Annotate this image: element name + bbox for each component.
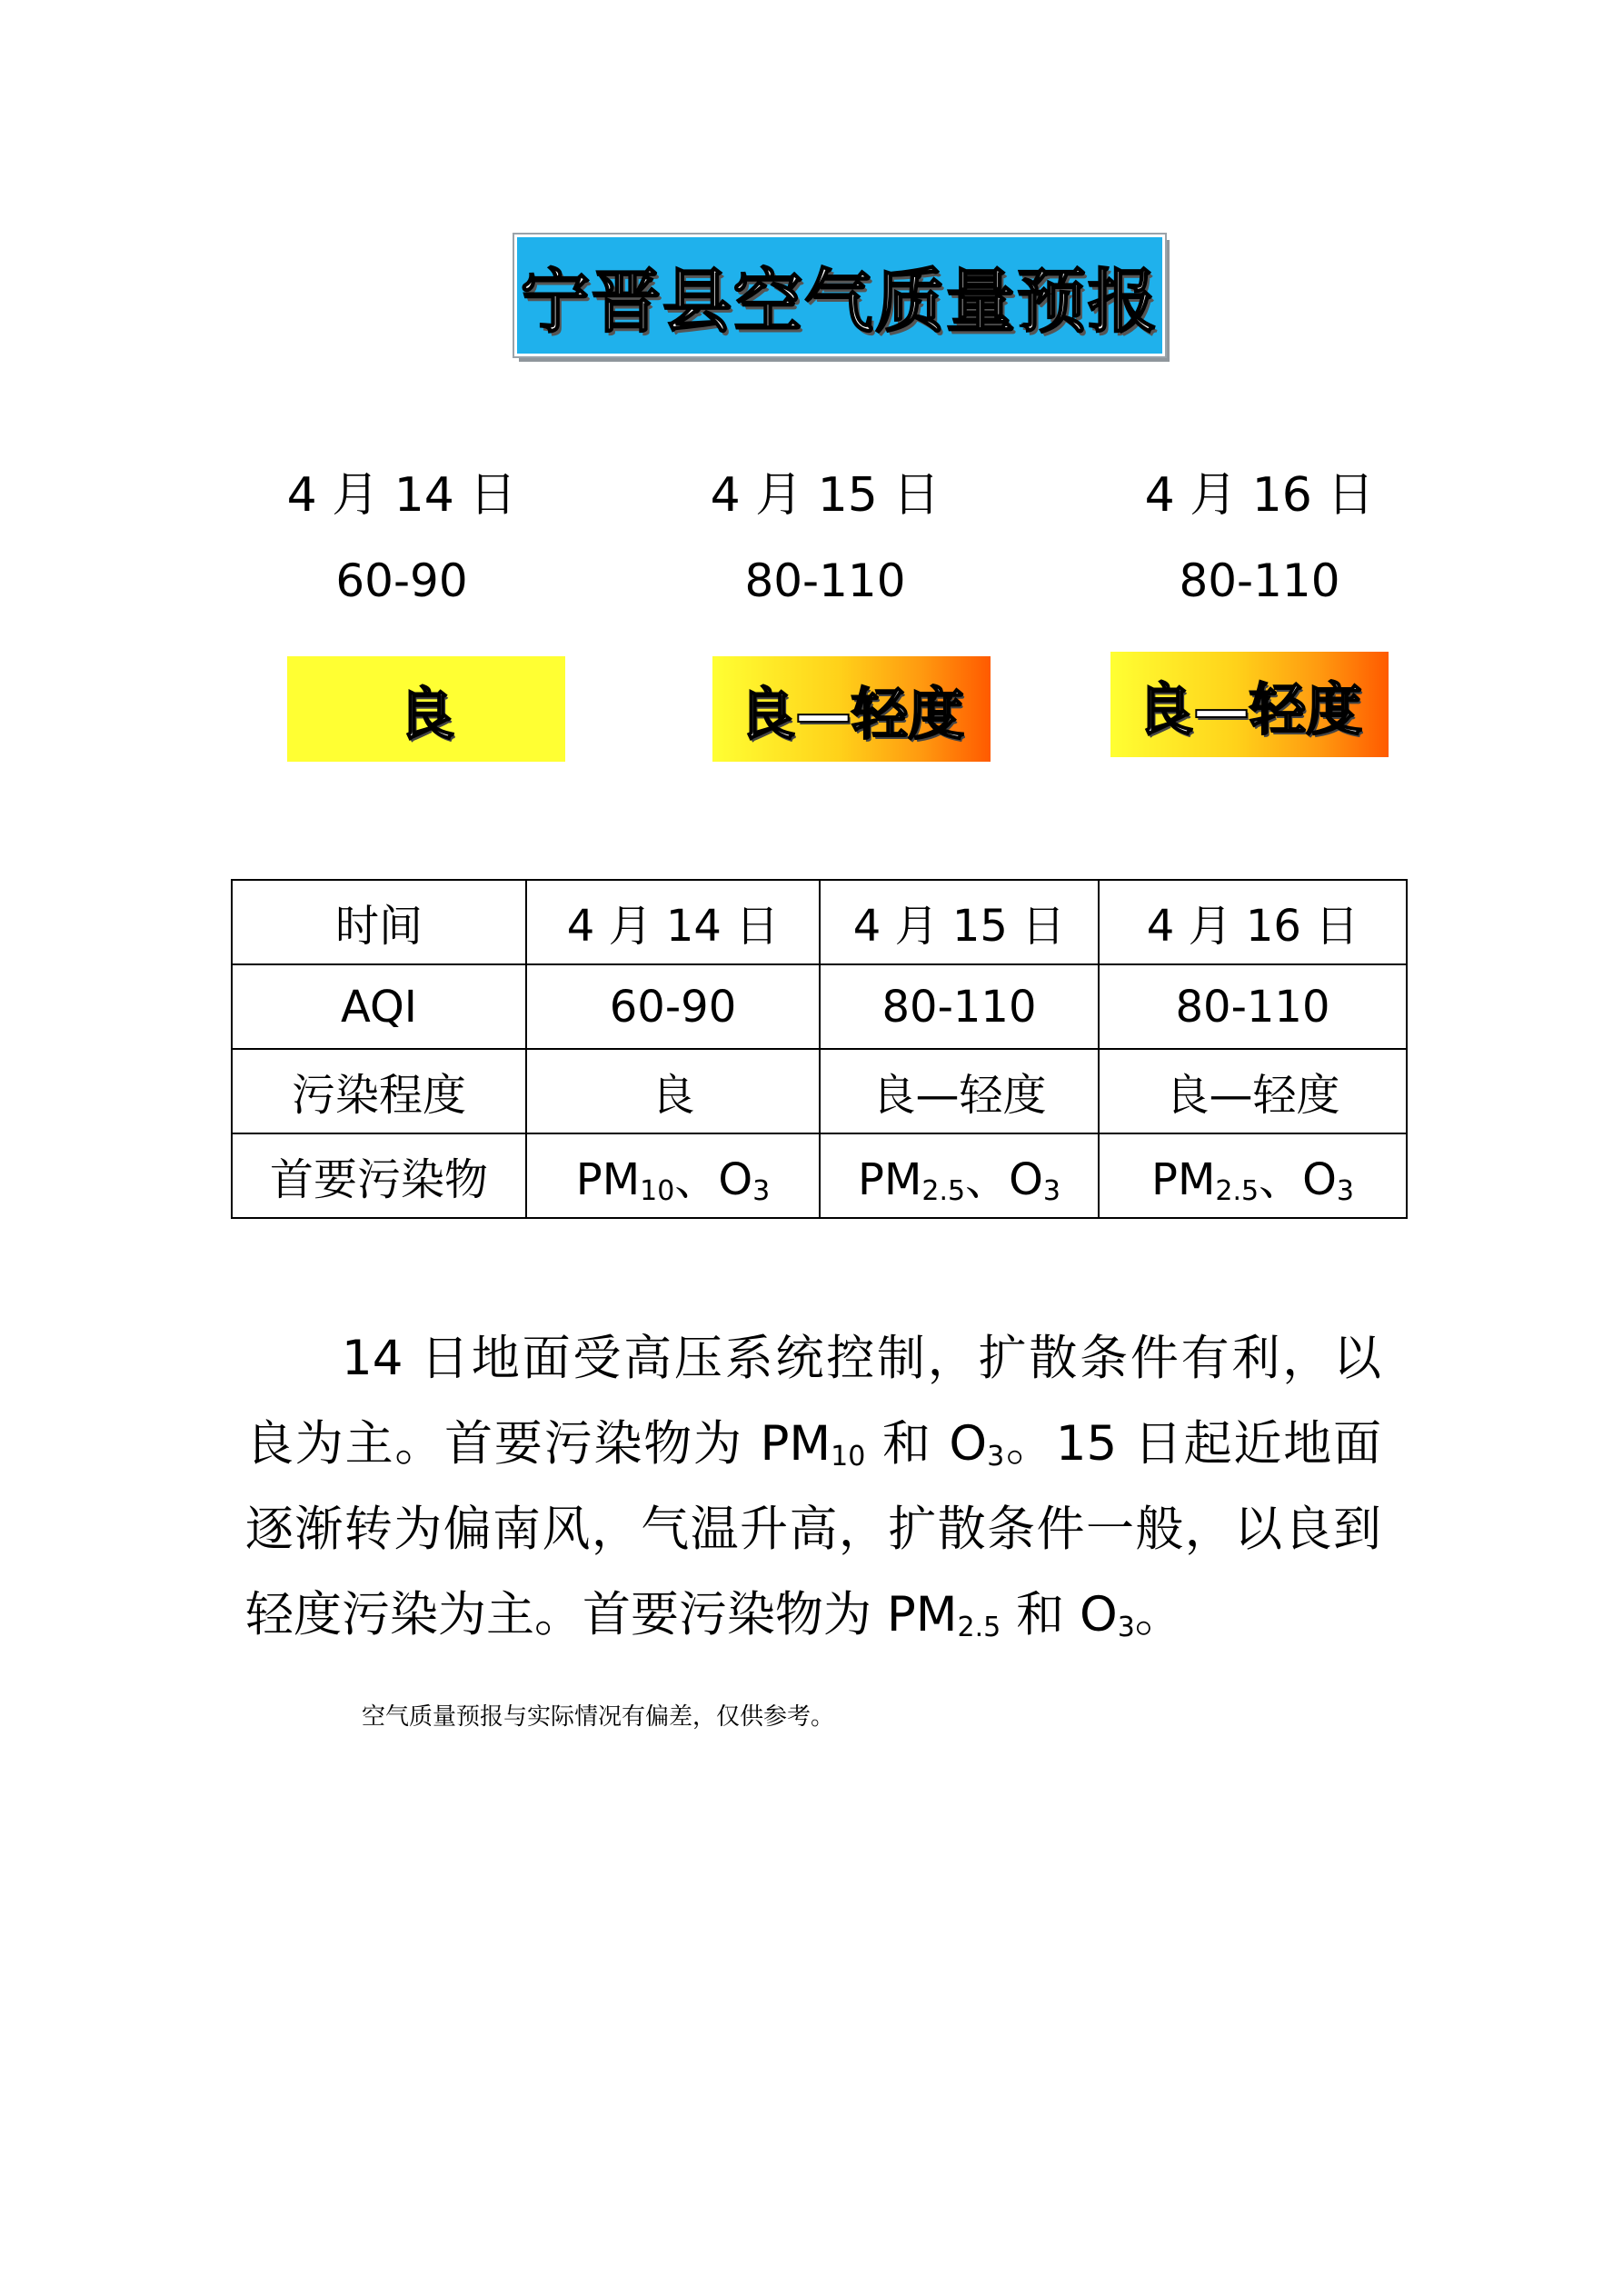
table-header-row — [232, 880, 1407, 964]
table-cell: $PM_{10}$、$O_3$ — [526, 1133, 820, 1218]
table-row — [232, 1133, 1407, 1218]
table-cell: 80-110 — [1099, 964, 1407, 1049]
table-row — [232, 964, 1407, 1049]
row-label: AQI — [232, 964, 526, 1049]
day-column-1 — [238, 468, 565, 608]
forecast-description: 14 日地面受高压系统控制，扩散条件有利，以良为主。首要污染物为 $PM_{10}$ 和 $O_3$。15 日起近地面逐渐转为偏南风，气温升高，扩散条件一般，以良到轻度污染为主。首要污染物为 $PM_{2.5}$ 和 $O_3$。 — [245, 1331, 1381, 1643]
table-cell: 60-90 — [526, 964, 820, 1049]
forecast-table — [231, 879, 1408, 1219]
table-cell: $PM_{2.5}$、$O_3$ — [820, 1133, 1099, 1218]
title-banner — [514, 235, 1165, 356]
table-cell: $PM_{2.5}$、$O_3$ — [1099, 1133, 1407, 1218]
table-header-cell: 4 月 14 日 — [526, 880, 820, 964]
day-aqi: 60-90 — [335, 554, 468, 607]
day-column-3 — [1096, 468, 1423, 608]
level-badge-1 — [287, 656, 565, 762]
table-cell: 良—轻度 — [1099, 1049, 1407, 1133]
table-cell: 80-110 — [820, 964, 1099, 1049]
row-label: 污染程度 — [232, 1049, 526, 1133]
table-header-cell: 4 月 16 日 — [1099, 880, 1407, 964]
table-row — [232, 1049, 1407, 1133]
level-badge-3 — [1110, 652, 1389, 757]
day-date: 4 月 16 日 — [1144, 468, 1375, 523]
level-label: 良 — [397, 680, 454, 747]
day-aqi: 80-110 — [1179, 554, 1340, 607]
page-title: 宁晋县空气质量预报 — [521, 260, 1159, 342]
day-column-2 — [662, 468, 989, 608]
day-aqi: 80-110 — [744, 554, 906, 607]
table-header-cell: 4 月 15 日 — [820, 880, 1099, 964]
table-header-cell: 时间 — [232, 880, 526, 964]
level-badge-2 — [712, 656, 991, 762]
disclaimer-note: 空气质量预报与实际情况有偏差，仅供参考。 — [362, 1703, 835, 1731]
table-cell: 良 — [526, 1049, 820, 1133]
level-label: 良—轻度 — [738, 680, 964, 747]
level-label: 良—轻度 — [1136, 675, 1362, 743]
table-cell: 良—轻度 — [820, 1049, 1099, 1133]
day-date: 4 月 15 日 — [710, 468, 941, 523]
day-date: 4 月 14 日 — [286, 468, 517, 523]
row-label: 首要污染物 — [232, 1133, 526, 1218]
